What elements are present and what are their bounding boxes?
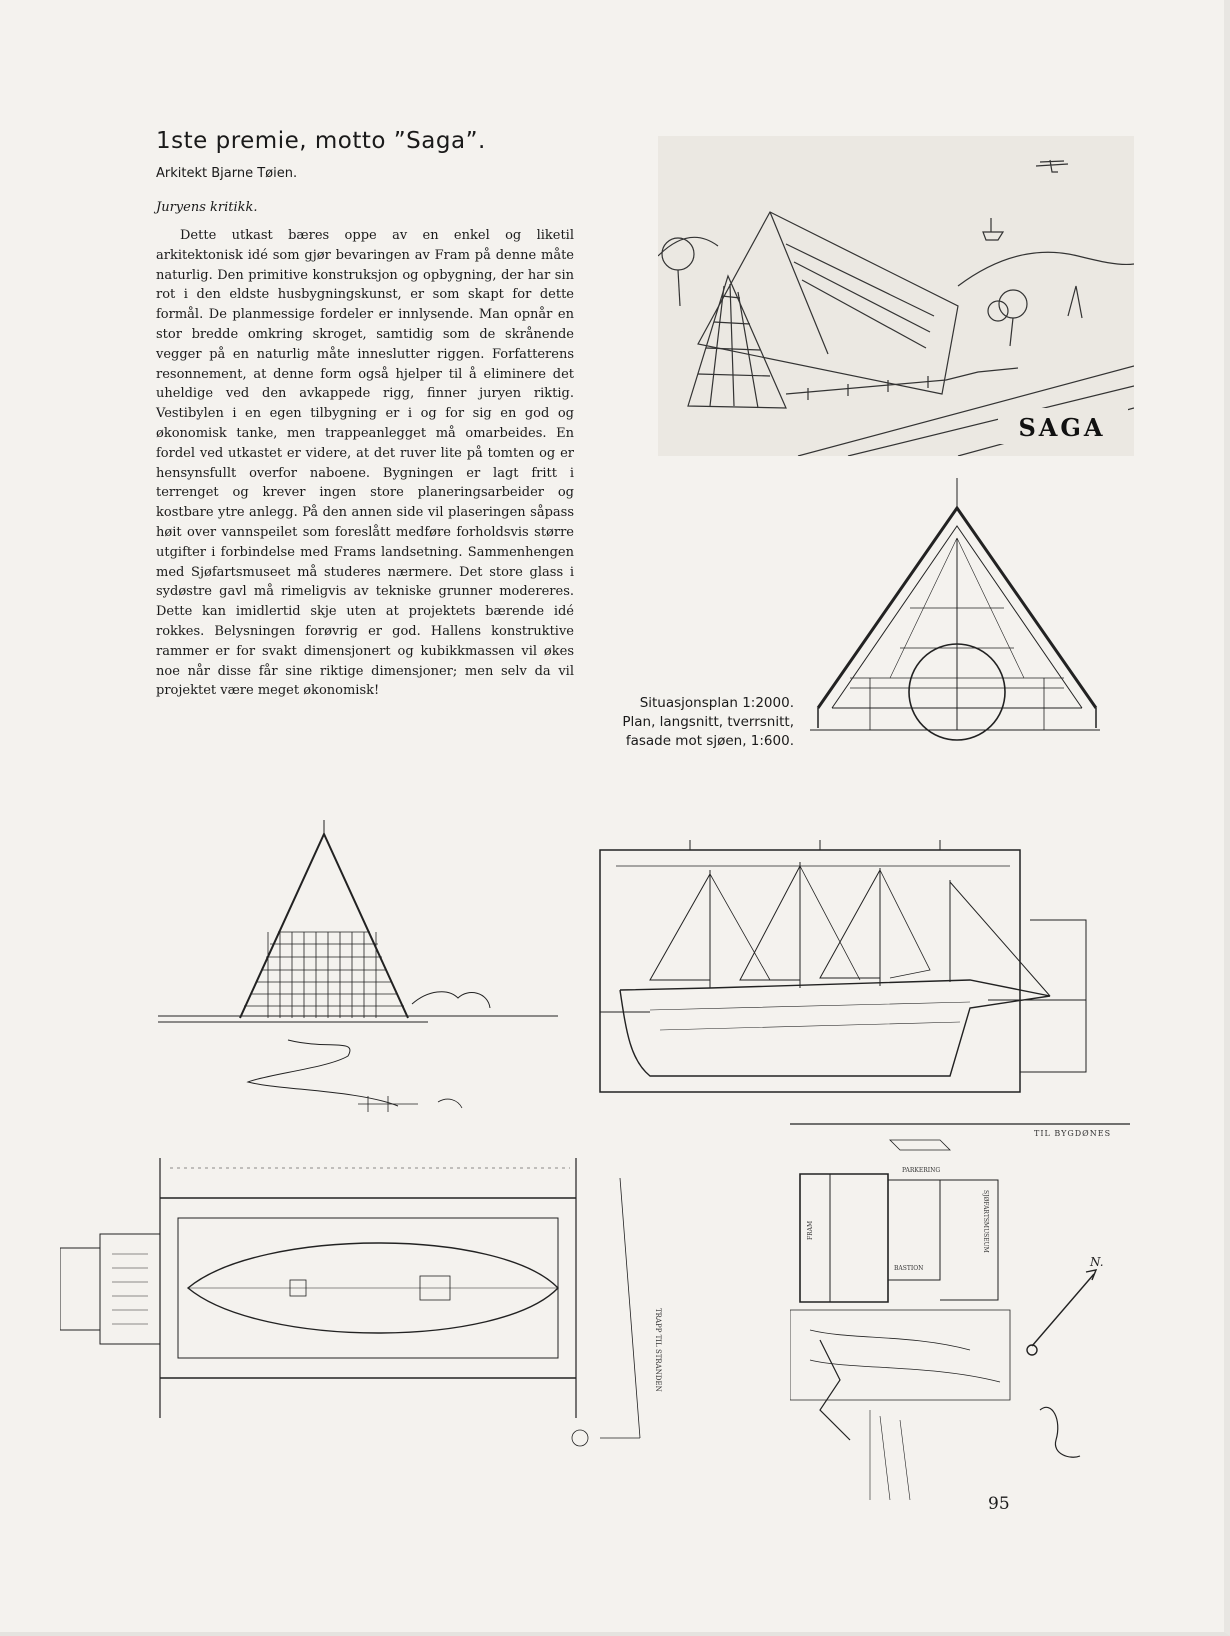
perspective-drawing bbox=[658, 136, 1134, 456]
architect-credit: Arkitekt Bjarne Tøien. bbox=[156, 166, 298, 181]
floor-plan-drawing bbox=[60, 1158, 700, 1458]
critique-text: Dette utkast bæres oppe av en enkel og liketil arkitektonisk idé som gjør bevaringen av Fram på denne måte naturlig. Den primitive konstruksjon og opbygning, der har sin rot i den eldste husbygningskunst, er som skapt for dette formål. De planmessige fordeler er innlysende. Man opnår en stor bredde omkring skroget, samtidig som de skrånende vegger på en naturlig måte inneslutter riggen. Forfatterens resonnement, at denne form også hjelper til å eliminere det uheldige ved den avkappede rigg, finner juryen riktig. Vestibylen i en egen tilbygning er i og for sig en god og økonomisk tanke, men trappeanlegget må omarbeides. En fordel ved utkastet er videre, at det ruver lite på tomten og er hensynsfullt overfor naboene. Bygningen er lagt fritt i terrenget og krever ingen store planeringsarbeider og kostbare ytre anlegg. På den annen side vil plaseringen såpass høit over vannspeilet som foreslått medføre forholdsvis større utgifter i forbindelse med Frams landsetning. Sammenhengen med Sjøfartsmuseet må studeres nærmere. Det store glass i sydøstre gavl må rimeligvis av tekniske grunner modereres. Dette kan imidlertid skje uten at projektets bærende idé rokkes. Belysningen forøvrig er god. Hallens konstruktive rammer er for svakt dimensjonert og kubikkmassen vil økes noe når disse får sine riktige dimensjoner; men selv da vil projektet være meget økonomisk! bbox=[156, 228, 574, 699]
article-heading: 1ste premie, motto ”Saga”. bbox=[156, 128, 486, 154]
plan-label: TRAPP TIL STRANDEN bbox=[654, 1308, 662, 1392]
site-bastion-label: BASTION bbox=[894, 1265, 924, 1272]
site-fram-label: FRAM bbox=[807, 1220, 814, 1240]
cross-section-drawing bbox=[810, 478, 1100, 758]
page-number: 95 bbox=[988, 1494, 1010, 1514]
figure-caption bbox=[618, 694, 794, 751]
caption-line: Plan, langsnitt, tverrsnitt, bbox=[622, 714, 794, 730]
site-parking-label: PARKERING bbox=[902, 1167, 941, 1174]
site-plan-drawing bbox=[790, 1120, 1170, 1520]
site-road-label: TIL BYGDØNES bbox=[1034, 1129, 1112, 1138]
long-section-drawing bbox=[590, 840, 1146, 1102]
perspective-label: SAGA bbox=[1018, 413, 1106, 442]
north-arrow-label: N. bbox=[1090, 1255, 1104, 1269]
site-museum-label: SJØFARTSMUSEUM bbox=[982, 1190, 989, 1253]
caption-line: fasade mot sjøen, 1:600. bbox=[625, 733, 794, 749]
caption-line: Situasjonsplan 1:2000. bbox=[639, 695, 794, 711]
facade-drawing bbox=[158, 820, 558, 1120]
critique-heading: Juryens kritikk. bbox=[156, 200, 258, 215]
